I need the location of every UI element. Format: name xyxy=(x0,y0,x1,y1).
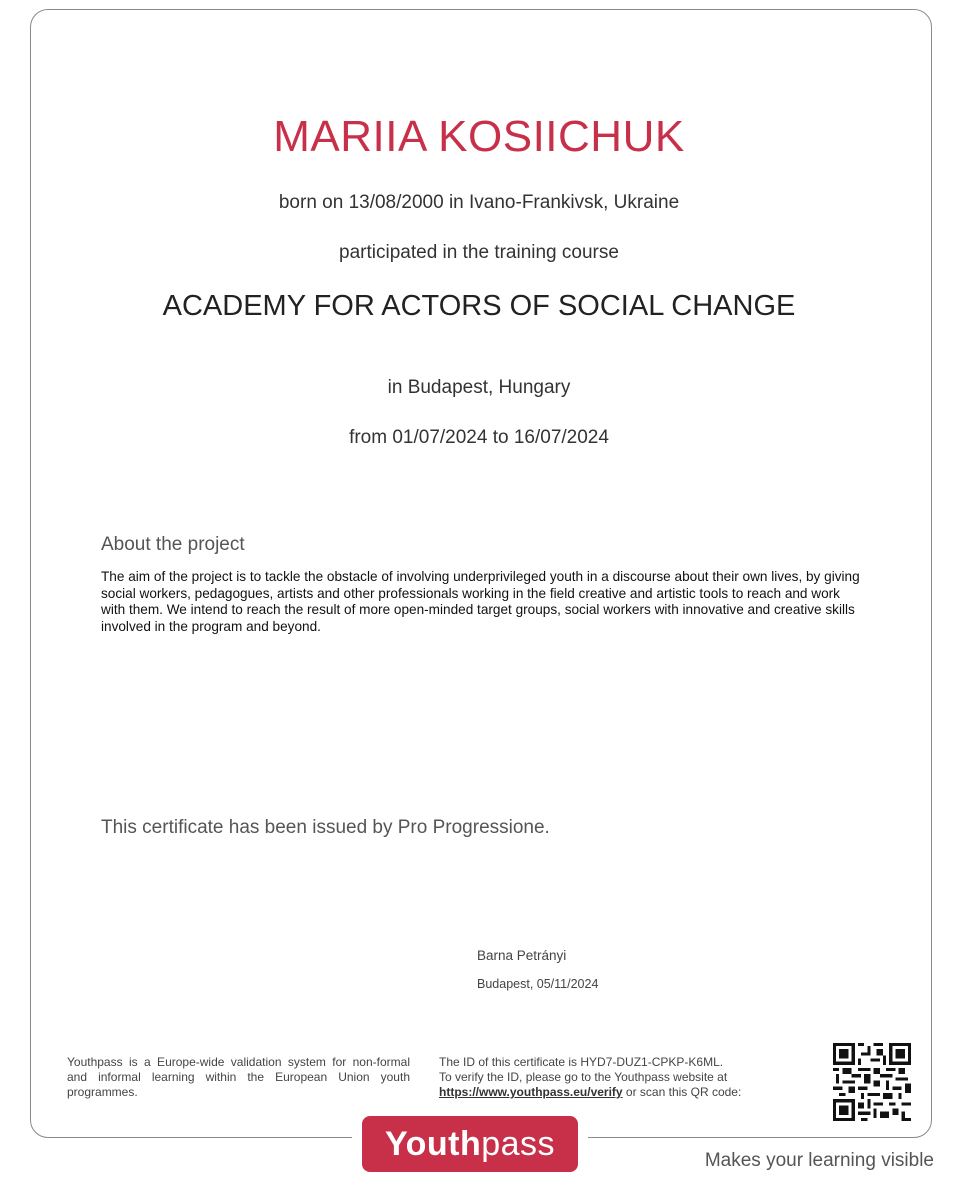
participant-name: MARIIA KOSIICHUK xyxy=(273,112,685,161)
youthpass-description: Youthpass is a Europe-wide validation system for non-formal and informal learning within the European Union youth programmes. xyxy=(67,1055,410,1099)
about-heading: About the project xyxy=(101,534,245,555)
issuer-statement: This certificate has been issued by Pro Progressione. xyxy=(101,817,550,838)
qr-code-icon xyxy=(833,1043,911,1121)
participation-line: participated in the training course xyxy=(339,242,619,263)
logo-light-text: pass xyxy=(481,1125,556,1163)
youthpass-tagline: Makes your learning visible xyxy=(704,1150,934,1171)
youthpass-logo xyxy=(362,1116,578,1172)
about-text: The aim of the project is to tackle the obstacle of involving underprivileged youth in a discourse about their own lives, by giving social workers, pedagogues, artists and other professionals working in the field creative and artistic tools to reach and work with them. We intend to reach the result of more open-minded target groups, social workers with innovative and creative skills involved in the program and beyond. xyxy=(101,569,860,634)
dates-line: from 01/07/2024 to 16/07/2024 xyxy=(349,427,609,448)
signature-place-date: Budapest, 05/11/2024 xyxy=(477,977,599,991)
signer-name: Barna Petrányi xyxy=(477,948,567,963)
verify-suffix: or scan this QR code: xyxy=(622,1085,742,1099)
certificate-id-line: The ID of this certificate is HYD7-DUZ1-CPKP-K6ML. xyxy=(439,1055,724,1069)
birth-line: born on 13/08/2000 in Ivano-Frankivsk, Ukraine xyxy=(278,192,680,213)
verify-link[interactable]: https://www.youthpass.eu/verify xyxy=(439,1085,623,1099)
verification-block xyxy=(439,1055,799,1100)
course-title: ACADEMY FOR ACTORS OF SOCIAL CHANGE xyxy=(162,290,796,322)
verify-link-line xyxy=(439,1085,799,1100)
verify-instruction: To verify the ID, please go to the Youthpass website at xyxy=(439,1070,728,1084)
logo-bold-text: Youth xyxy=(384,1125,482,1163)
location-line: in Budapest, Hungary xyxy=(387,377,571,398)
